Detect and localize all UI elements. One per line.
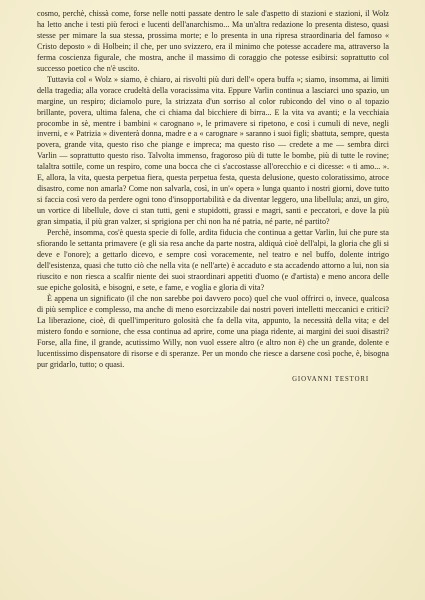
paragraph-1: cosmo, perchè, chissà come, forse nelle notti passate dentro le sale d'aspetto di stazioni e stazioni, il Wolz ha letto anche i testi più feroci e lucenti dell'anarchismo... Ma un'altra redazione lo presenta disteso, quasi stesse per mimare la sua stessa, prossima morte; e lo presenta in una ripresa straordinaria del famoso « Cristo deposto » di Holbein; il che, per uno svizzero, era il minimo che potesse accadere ma, attraverso la ferma coscienza figurale, che mostra, anche il massimo di coraggio che potesse esibirsi: soprattutto col successo poetico che n'è uscito.: [37, 9, 389, 73]
paragraph-3: Perchè, insomma, cos'è questa specie di folle, ardita fiducia che continua a gettar Varlin, lui che pure sta sfiorando le settanta primavere (e gli sia resa anche da parte nostra, aldiquà cioè dell'alpi, la gloria che gli si deve e l'onore); a gettarlo dicevo, e sempre così voracemente, nel teatro e nel buffo, dolente intrigo dell'esistenza, quasi che tutto ciò che nella vita (e nell'arte) è accaduto e sta accadendo attorno a lui, non sia riuscito e non riesca a scalfir niente dei suoi straordinari appetiti d'uomo (e d'artista) e meno ancora delle sue epiche golosità, e bisogni, e sete, e fame, e voglia e gloria di vita?: [37, 228, 389, 292]
article-body: [37, 9, 389, 383]
author-signature: GIOVANNI TESTORI: [292, 376, 369, 384]
paragraph-2: Tuttavia col « Wolz » siamo, è chiaro, ai risvolti più duri dell'« opera buffa »; siamo, insomma, ai limiti della tragedia; alla vorace crudeltà della voracissima vita. Eppure Varlin continua a lasciarci uno spazio, un margine, un respiro; diciamolo pure, la strizzata d'un sorriso al color rubicondo del vino o al topazio brillante, povera, ultima falena, che ci chiama dal bicchiere di birra... E la vita va avanti; e la vecchiaia procombe in sè, mentre i bambini « carognano », le primavere si ripetono, e così i cumuli di neve, negli inverni, e « Patrizia » diventerà donna, madre e a « carognare » saranno i suoi figli; sbattuta, sempre, questa povera, grande vita, questo riso che piange e impreca; ma questo riso — credete a me — sembra dirci Varlin — soprattutto questo riso. Talvolta immenso, fragoroso più di tutte le bombe, più di tutte le rovine; talaltra sottile, come un respiro, come una bocca che ci s'accostasse all'orecchio e ci dicesse: « ti amo... ». E, allora, la vita, questa perpetua fiera, questa perpetua festa, questa delusione, questo coloratissimo, atroce disastro, come non amarla? Come non salvarla, così, in un'« opera » lunga quanto i nostri giorni, dove tutto si faccia così vero da perdere ogni tono d'insopportabilità e da diventar leggero, una libellula; anzi, un giro, un vortice di libellule, dove ci stan tutti, geni e stupidotti, grassi e magri, santi e peccatori, e dove la più gran simpatia, il più gran valzer, si sprigiona per chi non ha né patria, né parte, né partito?: [37, 74, 389, 227]
paragraph-4: È appena un significato (il che non sarebbe poi davvero poco) quel che vuol offrirci o, invece, qualcosa di più semplice e complesso, ma anche di meno esorcizzabile dai nostri poveri intelletti meccanici e critici? La liberazione, cioè, di quell'imperituro golosità che fa della vita, appunto, la necessità della vita; e del mistero fondo e sornione, che essa continua ad aprire, come una piaga ridente, ai margini dei suoi disastri? Forse, alla fine, il grande, acutissimo Willy, non vuol essere altro (e altro non è) che un grande, dolente e lucentissimo dispensatore di risorse e di speranze. Per un mondo che riesce a darsene così poche, è, bisogna pur gridarlo, tutto; o quasi.: [37, 293, 389, 369]
